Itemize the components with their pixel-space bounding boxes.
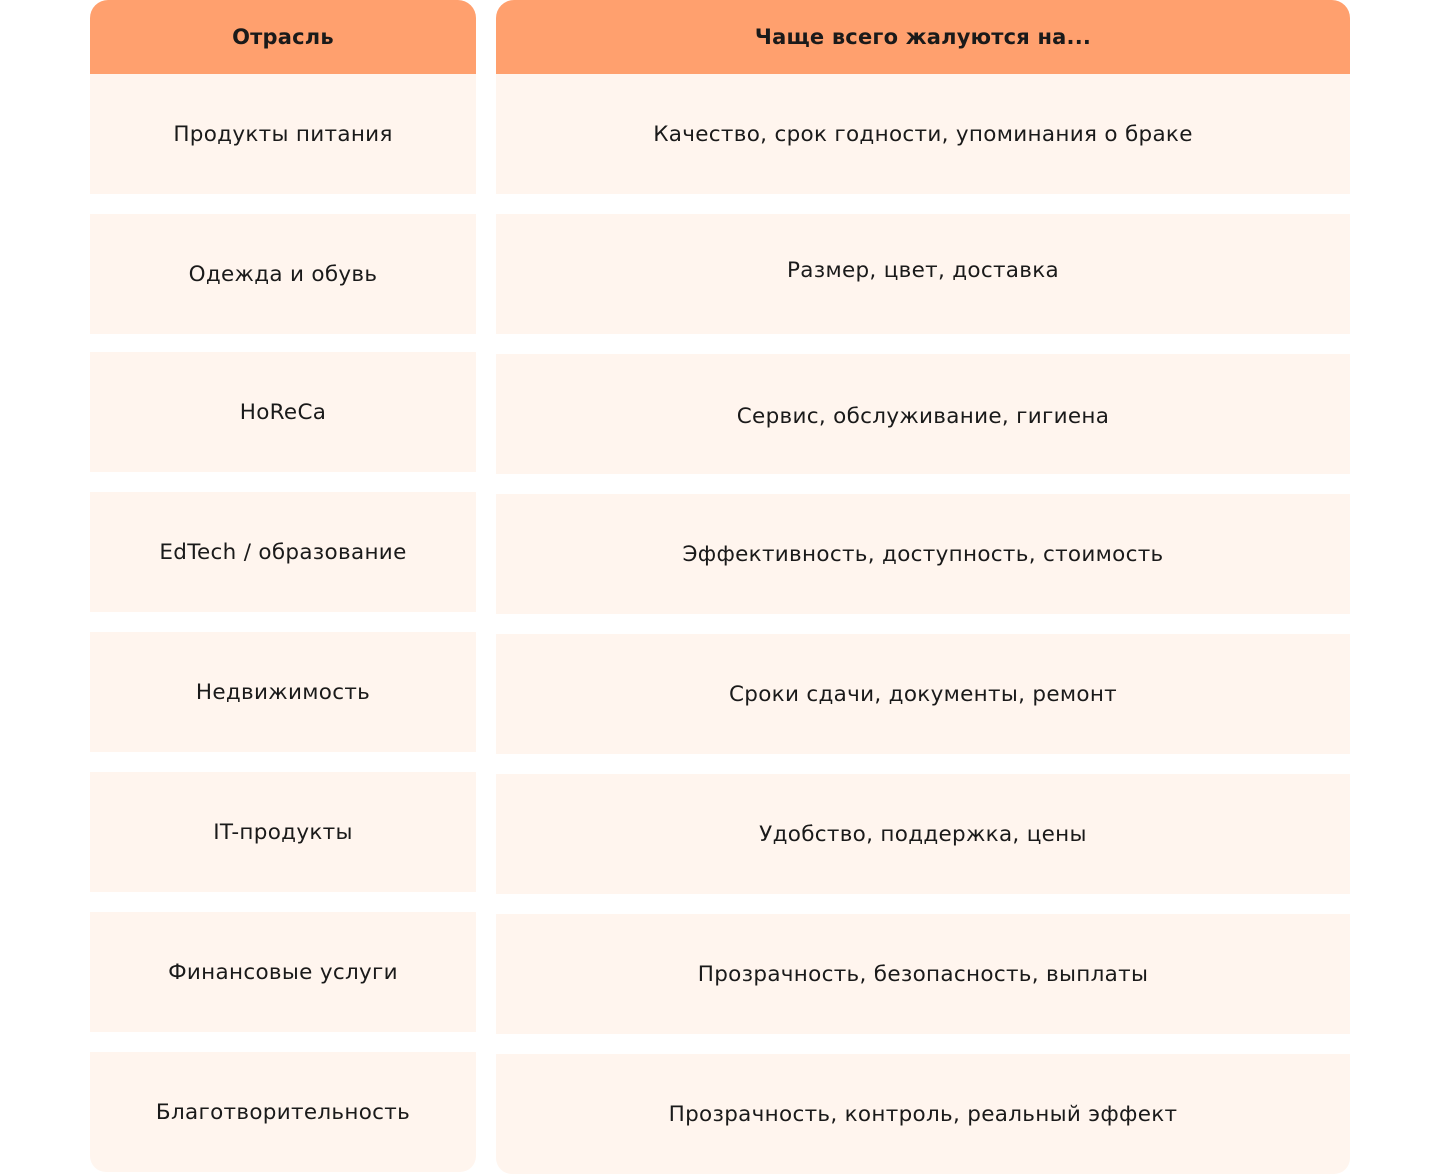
industry-label: Благотворительность bbox=[155, 1099, 411, 1125]
industry-complaints-table bbox=[90, 0, 1350, 1174]
industry-cell-1 bbox=[90, 74, 476, 194]
industry-label: Финансовые услуги bbox=[168, 959, 398, 985]
complaints-label: Размер, цвет, доставка bbox=[786, 257, 1060, 283]
industry-cell-6 bbox=[90, 772, 476, 892]
complaints-label: Сроки сдачи, документы, ремонт bbox=[728, 681, 1118, 707]
complaints-header bbox=[496, 0, 1350, 74]
complaints-cell-1 bbox=[496, 74, 1350, 194]
industry-cell-7 bbox=[90, 912, 476, 1032]
complaints-header-label: Чаще всего жалуются на... bbox=[754, 25, 1092, 49]
complaints-cell-2 bbox=[496, 214, 1350, 334]
industry-label: Продукты питания bbox=[173, 121, 393, 147]
complaints-cell-8 bbox=[496, 1054, 1350, 1174]
industry-header bbox=[90, 0, 476, 74]
industry-cell-3 bbox=[90, 352, 476, 472]
industry-label: EdTech / образование bbox=[159, 539, 407, 565]
industry-label: HoReCa bbox=[239, 399, 327, 425]
complaints-column bbox=[496, 0, 1350, 1174]
industry-cell-2 bbox=[90, 214, 476, 334]
industry-cell-4 bbox=[90, 492, 476, 612]
complaints-cell-5 bbox=[496, 634, 1350, 754]
complaints-cell-3 bbox=[496, 354, 1350, 474]
industry-label: Недвижимость bbox=[195, 679, 371, 705]
industry-cell-8 bbox=[90, 1052, 476, 1172]
complaints-label: Эффективность, доступность, стоимость bbox=[682, 541, 1164, 567]
complaints-label: Прозрачность, контроль, реальный эффект bbox=[668, 1101, 1178, 1127]
complaints-cell-6 bbox=[496, 774, 1350, 894]
complaints-label: Удобство, поддержка, цены bbox=[759, 821, 1087, 847]
industry-column bbox=[90, 0, 476, 1174]
industry-label: IT-продукты bbox=[213, 819, 353, 845]
complaints-label: Сервис, обслуживание, гигиена bbox=[736, 403, 1110, 429]
industry-header-label: Отрасль bbox=[232, 25, 334, 49]
complaints-label: Прозрачность, безопасность, выплаты bbox=[697, 961, 1149, 987]
industry-label: Одежда и обувь bbox=[188, 261, 378, 287]
industry-cell-5 bbox=[90, 632, 476, 752]
complaints-cell-4 bbox=[496, 494, 1350, 614]
complaints-cell-7 bbox=[496, 914, 1350, 1034]
complaints-label: Качество, срок годности, упоминания о браке bbox=[653, 121, 1193, 147]
